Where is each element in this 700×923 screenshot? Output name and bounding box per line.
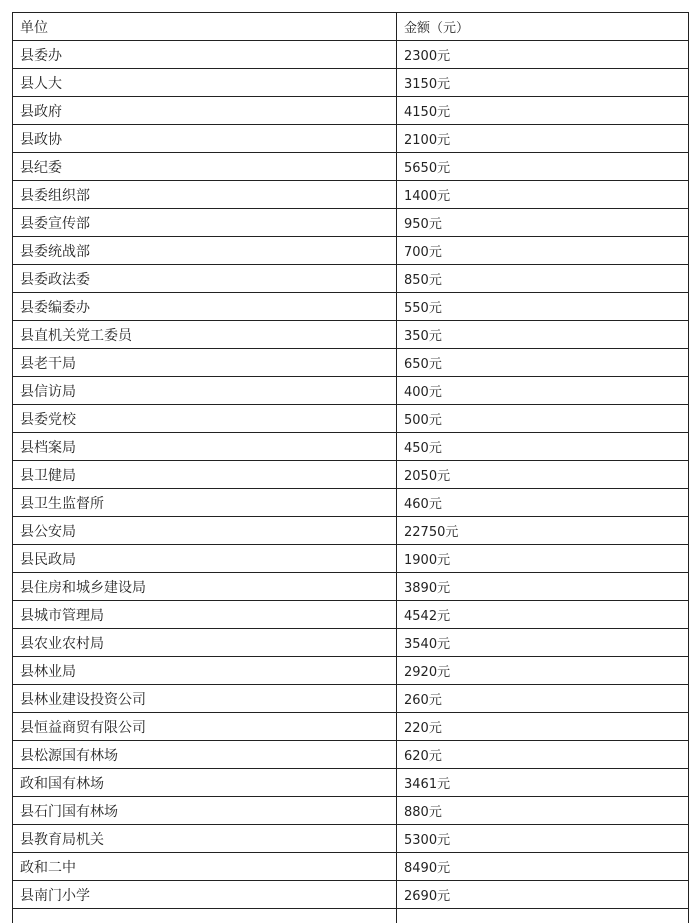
header-unit: 单位 (13, 13, 397, 41)
unit-cell: 县人大 (13, 69, 397, 97)
unit-cell: 县老干局 (13, 349, 397, 377)
unit-cell: 县委组织部 (13, 181, 397, 209)
table-row (13, 713, 689, 741)
unit-cell: 政和国有林场 (13, 769, 397, 797)
amount-cell: 5300元 (397, 825, 689, 853)
amount-cell: 460元 (397, 489, 689, 517)
unit-cell: 县教育局机关 (13, 825, 397, 853)
unit-cell: 县政府 (13, 97, 397, 125)
table-row (13, 69, 689, 97)
unit-cell: 县松源国有林场 (13, 741, 397, 769)
unit-cell: 县委政法委 (13, 265, 397, 293)
amount-cell: 4542元 (397, 601, 689, 629)
table-row (13, 293, 689, 321)
table-row (13, 41, 689, 69)
table-row (13, 685, 689, 713)
amount-cell: 650元 (397, 349, 689, 377)
amount-cell: 4150元 (397, 97, 689, 125)
amount-cell: 620元 (397, 741, 689, 769)
amount-cell: 2300元 (397, 41, 689, 69)
unit-cell: 政和二中 (13, 853, 397, 881)
table-row (13, 825, 689, 853)
unit-cell: 县林业建设投资公司 (13, 685, 397, 713)
amount-cell: 700元 (397, 237, 689, 265)
unit-cell: 县石门国有林场 (13, 797, 397, 825)
unit-cell: 县纪委 (13, 153, 397, 181)
table-row-partial (13, 909, 689, 923)
table-body (13, 41, 689, 923)
table-row (13, 517, 689, 545)
unit-cell: 县委党校 (13, 405, 397, 433)
table-row (13, 657, 689, 685)
unit-cell: 县信访局 (13, 377, 397, 405)
amount-cell: 950元 (397, 209, 689, 237)
unit-cell: 县农业农村局 (13, 629, 397, 657)
table-row (13, 489, 689, 517)
amount-cell: 220元 (397, 713, 689, 741)
unit-cell: 县卫健局 (13, 461, 397, 489)
donation-table-container (12, 12, 688, 923)
table-row (13, 209, 689, 237)
table-row (13, 153, 689, 181)
unit-cell: 县直机关党工委员 (13, 321, 397, 349)
unit-cell: 县民政局 (13, 545, 397, 573)
amount-cell: 8490元 (397, 853, 689, 881)
unit-cell: 县档案局 (13, 433, 397, 461)
amount-cell: 1400元 (397, 181, 689, 209)
amount-cell: 500元 (397, 405, 689, 433)
table-row (13, 797, 689, 825)
unit-cell: 县卫生监督所 (13, 489, 397, 517)
unit-cell (13, 909, 397, 923)
unit-cell: 县城市管理局 (13, 601, 397, 629)
table-row (13, 769, 689, 797)
table-row (13, 629, 689, 657)
amount-cell: 260元 (397, 685, 689, 713)
unit-cell: 县委办 (13, 41, 397, 69)
amount-cell: 3890元 (397, 573, 689, 601)
amount-cell: 2050元 (397, 461, 689, 489)
table-header-row (13, 13, 689, 41)
table-row (13, 601, 689, 629)
amount-cell: 350元 (397, 321, 689, 349)
table-row (13, 237, 689, 265)
table-row (13, 181, 689, 209)
table-row (13, 853, 689, 881)
amount-cell: 850元 (397, 265, 689, 293)
unit-cell: 县委宣传部 (13, 209, 397, 237)
donation-table (12, 12, 689, 923)
table-row (13, 125, 689, 153)
table-row (13, 573, 689, 601)
amount-cell: 450元 (397, 433, 689, 461)
unit-cell: 县恒益商贸有限公司 (13, 713, 397, 741)
table-row (13, 881, 689, 909)
amount-cell: 3540元 (397, 629, 689, 657)
table-row (13, 265, 689, 293)
unit-cell: 县南门小学 (13, 881, 397, 909)
header-amount: 金额（元） (397, 13, 689, 41)
amount-cell (397, 909, 689, 923)
amount-cell: 1900元 (397, 545, 689, 573)
table-row (13, 461, 689, 489)
table-row (13, 97, 689, 125)
amount-cell: 2690元 (397, 881, 689, 909)
amount-cell: 880元 (397, 797, 689, 825)
unit-cell: 县委统战部 (13, 237, 397, 265)
amount-cell: 550元 (397, 293, 689, 321)
amount-cell: 22750元 (397, 517, 689, 545)
amount-cell: 2100元 (397, 125, 689, 153)
amount-cell: 3150元 (397, 69, 689, 97)
table-row (13, 405, 689, 433)
unit-cell: 县住房和城乡建设局 (13, 573, 397, 601)
unit-cell: 县公安局 (13, 517, 397, 545)
unit-cell: 县林业局 (13, 657, 397, 685)
amount-cell: 3461元 (397, 769, 689, 797)
table-row (13, 349, 689, 377)
amount-cell: 2920元 (397, 657, 689, 685)
unit-cell: 县政协 (13, 125, 397, 153)
amount-cell: 400元 (397, 377, 689, 405)
table-row (13, 433, 689, 461)
amount-cell: 5650元 (397, 153, 689, 181)
table-row (13, 741, 689, 769)
table-row (13, 377, 689, 405)
table-row (13, 321, 689, 349)
unit-cell: 县委编委办 (13, 293, 397, 321)
table-row (13, 545, 689, 573)
